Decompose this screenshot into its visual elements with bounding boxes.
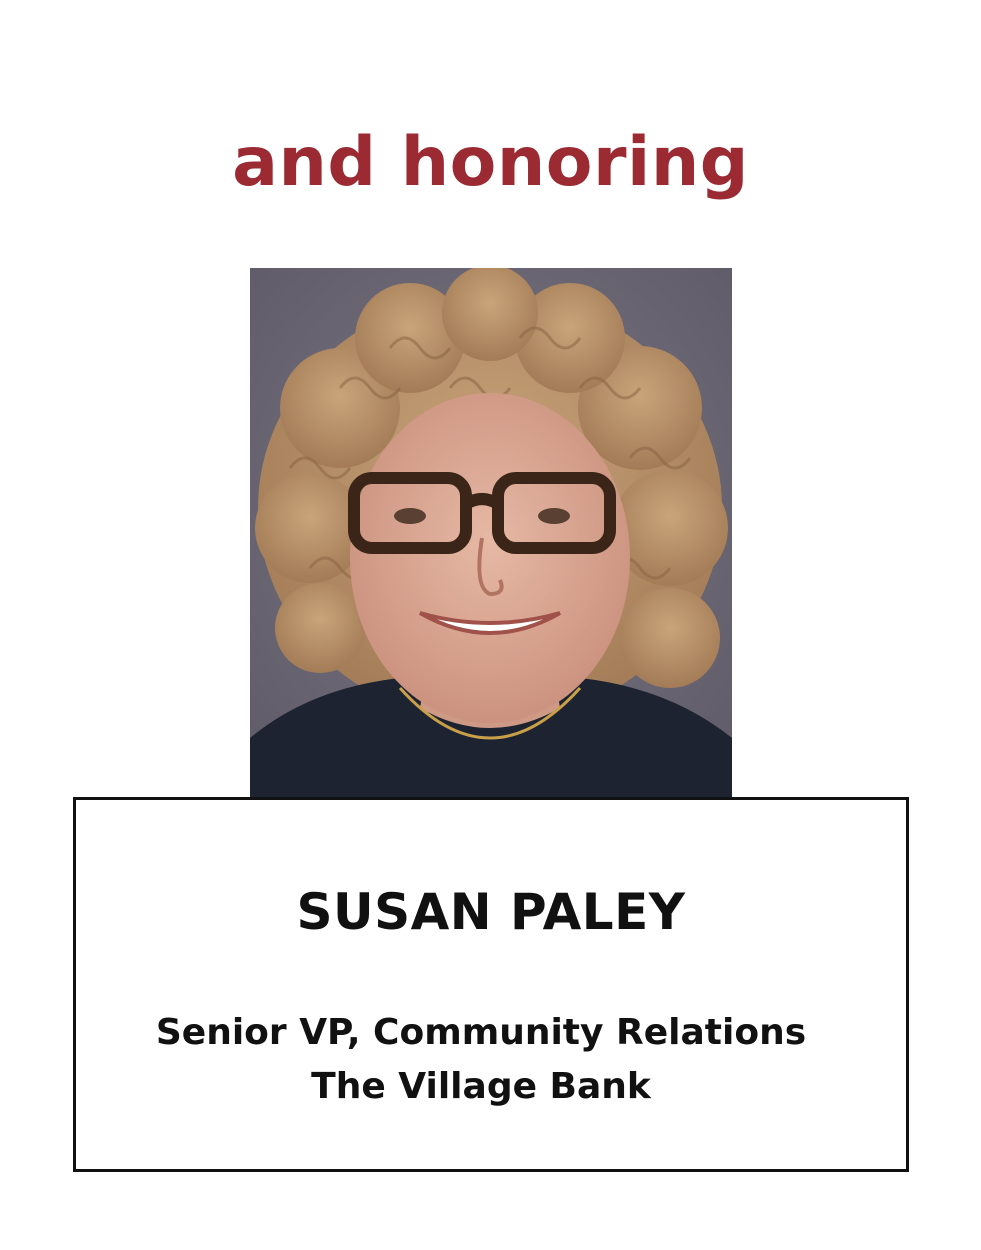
- honoree-name: SUSAN PALEY: [296, 883, 686, 941]
- honoree-photo: [250, 268, 732, 798]
- honoree-organization: The Village Bank: [311, 1066, 651, 1107]
- honoree-title: Senior VP, Community Relations: [155, 1012, 807, 1053]
- honoree-card: [73, 797, 909, 1172]
- portrait-illustration: [250, 268, 732, 798]
- face-shape: [350, 393, 630, 723]
- honoring-heading: and honoring: [232, 123, 749, 202]
